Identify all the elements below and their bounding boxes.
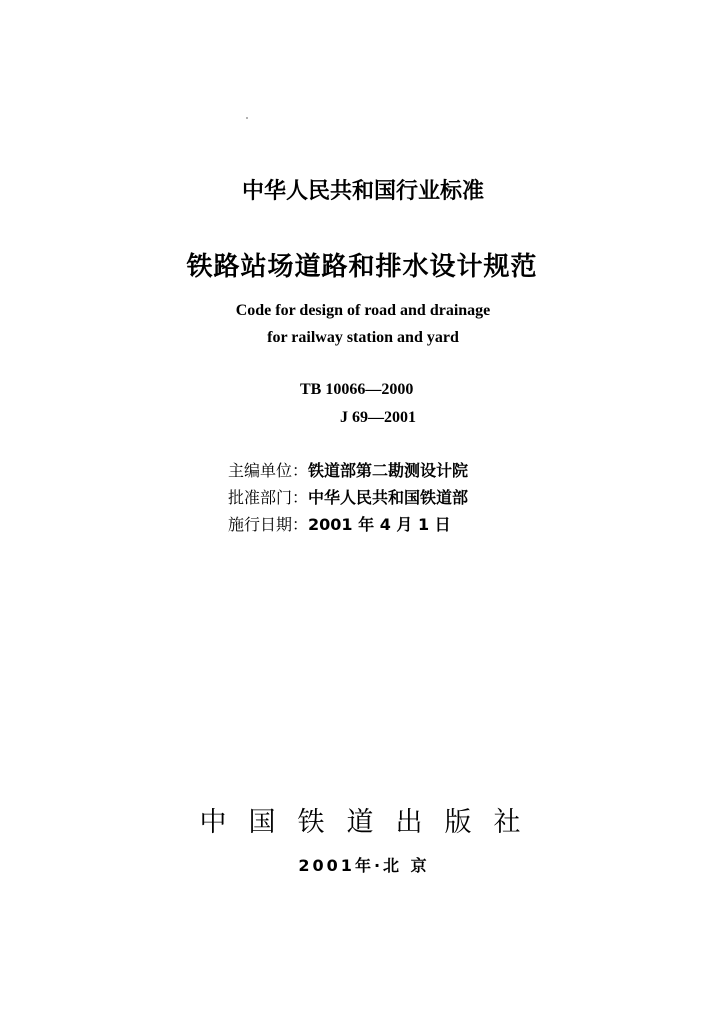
scan-speck <box>246 117 248 119</box>
title-english-line-1: Code for design of road and drainage <box>235 302 491 319</box>
publication-date-place: 2001年·北 京 <box>298 856 430 875</box>
info-label: 主编单位： <box>228 461 309 480</box>
info-label: 施行日期： <box>228 515 309 534</box>
info-label: 批准部门： <box>228 488 309 507</box>
info-value: 2001 年 4 月 1 日 <box>308 515 451 534</box>
info-value: 铁道部第二勘测设计院 <box>308 461 469 480</box>
title-chinese: 铁路站场道路和排水设计规范 <box>186 252 538 282</box>
publisher-name: 中国铁道出版社 <box>199 807 543 838</box>
standard-code-secondary: J 69—2001 <box>340 409 416 426</box>
standard-series-heading: 中华人民共和国行业标准 <box>241 179 484 204</box>
info-row-editor <box>228 458 468 481</box>
info-row-effective-date <box>228 512 451 535</box>
info-row-approver <box>228 485 468 508</box>
title-english-line-2: for railway station and yard <box>267 329 459 346</box>
info-value: 中华人民共和国铁道部 <box>308 488 469 507</box>
standard-code-primary: TB 10066—2000 <box>300 381 414 398</box>
